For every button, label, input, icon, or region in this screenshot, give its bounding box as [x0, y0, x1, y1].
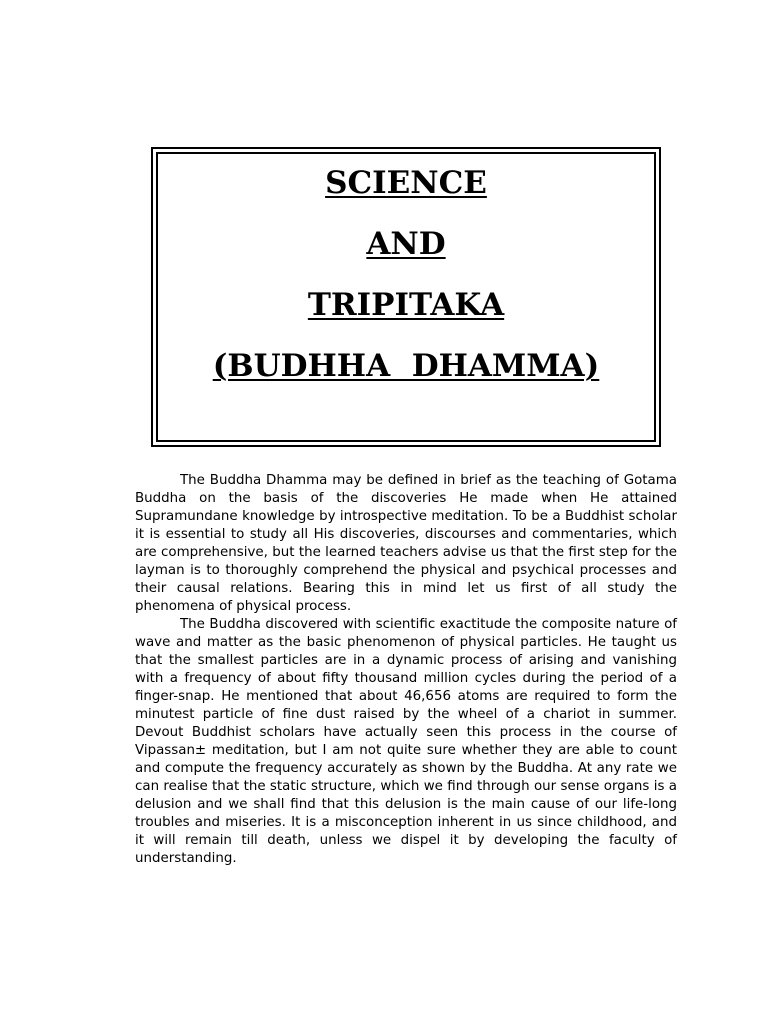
paragraph-2: The Buddha discovered with scientific exactitude the composite nature of wave and matter as the basic phenomenon of physical particles. He taught us that the smallest particles are in a dynamic process of arising and vanishing with a frequency of about fifty thousand million cycles during the period of a finger-snap. He mentioned that about 46,656 atoms are required to form the minutest particle of fine dust raised by the wheel of a chariot in summer. Devout Buddhist scholars have actually seen this process in the course of Vipassan± meditation, but I am not quite sure whether they are able to count and compute the frequency accurately as shown by the Buddha. At any rate we can realise that the static structure, which we find through our sense organs is a delusion and we shall find that this delusion is the main cause of our life-long troubles and miseries. It is a misconception inherent in us since childhood, and it will remain till death, unless we dispel it by developing the faculty of understanding. — [135, 617, 677, 866]
title-line-and: AND — [366, 226, 446, 262]
title-line-science: SCIENCE — [325, 165, 487, 201]
title-box — [151, 147, 661, 447]
paragraph-1: The Buddha Dhamma may be defined in brief as the teaching of Gotama Buddha on the basis of the discoveries He made when He attained Supramundane knowledge by introspective meditation. To be a Buddhist scholar it is essential to study all His discoveries, discourses and commentaries, which are comprehensive, but the learned teachers advise us that the first step for the layman is to thoroughly comprehend the physical and psychical processes and their causal relations. Bearing this in mind let us first of all study the phenomena of physical process. — [135, 473, 677, 614]
body-text — [135, 472, 677, 868]
title-box-inner — [156, 152, 656, 442]
title-line-tripitaka: TRIPITAKA — [307, 287, 505, 323]
title-line-buddha-dhamma: (BUDHHA DHAMMA) — [212, 348, 600, 384]
